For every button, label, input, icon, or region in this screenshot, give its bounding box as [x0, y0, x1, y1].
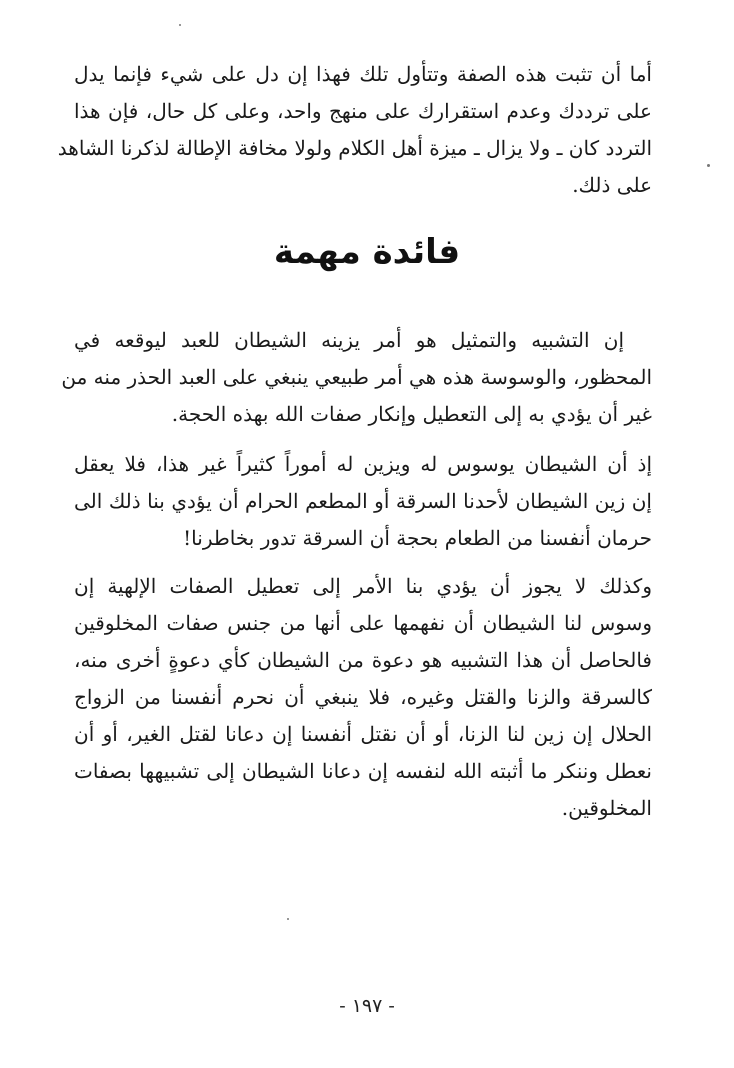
paragraph-line: غير أن يؤدي به إلى التعطيل وإنكار صفات الله بهذه الحجة. [171, 402, 652, 426]
paragraph-line: نعطل وننكر ما أثبته الله لنفسه إن دعانا الشيطان إلى تشبيهها بصفات [74, 759, 652, 783]
scan-speck [707, 164, 710, 167]
paragraph-2 [61, 322, 652, 433]
paragraph-line: كالسرقة والزنا والقتل وغيره، فلا ينبغي أن نحرم أنفسنا من الزواج [74, 685, 652, 709]
scan-speck [287, 918, 289, 920]
paragraph-line: حرمان أنفسنا من الطعام بحجة أن السرقة تدور بخاطرنا! [183, 526, 652, 550]
paragraph-line: على ترددك وعدم استقرارك على منهج واحد، وعلى كل حال، فإن هذا [74, 99, 652, 123]
section-heading: فائدة مهمة [273, 232, 461, 272]
page-number: - ١٩٧ - [339, 995, 395, 1017]
paragraph-4 [74, 568, 652, 827]
paragraph-line: فالحاصل أن هذا التشبيه هو دعوة من الشيطان كأي دعوةٍ أخرى منه، [74, 648, 652, 672]
paragraph-1 [57, 56, 652, 204]
paragraph-3 [74, 446, 652, 557]
paragraph-line: على ذلك. [572, 173, 652, 197]
paragraph-line: أما أن تثبت هذه الصفة وتتأول تلك فهذا إن دل على شيء فإنما يدل [74, 62, 652, 86]
paragraph-line: إذ أن الشيطان يوسوس له ويزين له أموراً كثيراً غير هذا، فلا يعقل [74, 452, 652, 476]
paragraph-line: التردد كان ـ ولا يزال ـ ميزة أهل الكلام ولولا مخافة الإطالة لذكرنا الشاهد [57, 136, 652, 160]
paragraph-line: المخلوقين. [561, 796, 652, 820]
paragraph-line: الحلال إن زين لنا الزنا، أو أن نقتل أنفسنا إن دعانا لقتل الغير، أو أن [74, 722, 652, 746]
scan-speck [179, 24, 181, 26]
paragraph-line: إن زين الشيطان لأحدنا السرقة أو المطعم الحرام أن يؤدي بنا ذلك الى [74, 489, 652, 513]
paragraph-line: وكذلك لا يجوز أن يؤدي بنا الأمر إلى تعطيل الصفات الإلهية إن [74, 574, 652, 598]
paragraph-line: وسوس لنا الشيطان أن نفهمها على أنها من جنس صفات المخلوقين [74, 611, 652, 635]
paragraph-line: المحظور، والوسوسة هذه هي أمر طبيعي ينبغي على العبد الحذر منه من [61, 365, 652, 389]
paragraph-line: إن التشبيه والتمثيل هو أمر يزينه الشيطان للعبد ليوقعه في [74, 328, 624, 352]
